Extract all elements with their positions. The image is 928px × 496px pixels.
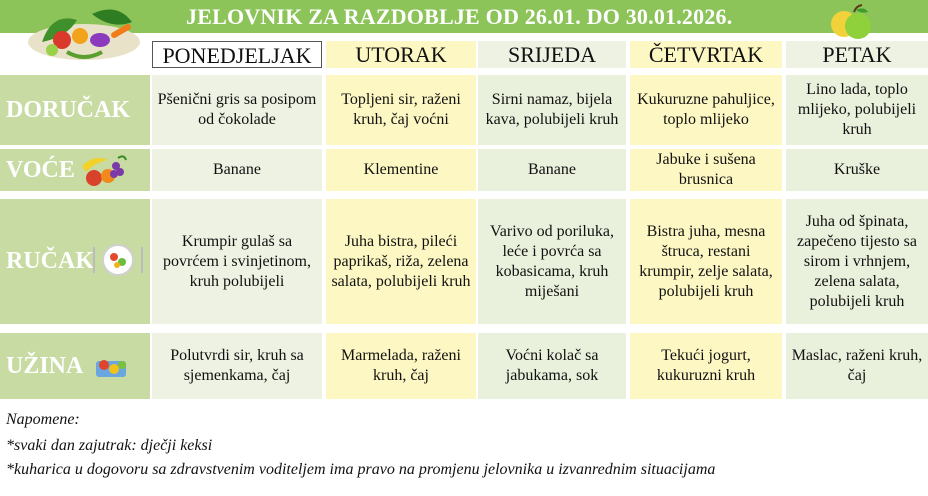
menu-cell: Voćni kolač sa jabukama, sok [478, 333, 626, 399]
row-label-text: DORUČAK [6, 97, 130, 123]
notes-heading: Napomene: [6, 411, 80, 428]
notes-line: *svaki dan zajutrak: dječji keksi [6, 437, 213, 454]
day-header-wednesday: SRIJEDA [478, 41, 626, 68]
row-label-breakfast [0, 75, 150, 145]
notes-line: *kuharica u dogovoru sa zdravstvenim voditeljem ima pravo na promjenu jelovnika u izvanrednim situacijama [6, 461, 716, 478]
menu-cell: Juha od špinata, zapečeno tijesto sa sirom i vrhnjem, zelena salata, polubijeli kruh [786, 199, 928, 324]
menu-cell: Lino lada, toplo mlijeko, polubijeli kruh [786, 75, 928, 145]
snack-icon [92, 353, 132, 383]
vegetables-icon [22, 2, 146, 68]
row-label-text: RUČAK [6, 248, 94, 274]
menu-cell: Marmelada, raženi kruh, čaj [326, 333, 476, 399]
menu-cell: Bistra juha, mesna štruca, restani krumpir, zelje salata, polubijeli kruh [630, 199, 782, 324]
menu-cell: Juha bistra, pileći paprikaš, riža, zelena salata, polubijeli kruh [326, 199, 476, 324]
plate-icon [90, 243, 146, 277]
menu-cell: Tekući jogurt, kukuruzni kruh [630, 333, 782, 399]
menu-cell: Sirni namaz, bijela kava, polubijeli kruh [478, 75, 626, 145]
menu-cell: Varivo od poriluka, leće i povrća sa kobasicama, kruh miješani [478, 199, 626, 324]
menu-cell: Pšenični gris sa posipom od čokolade [152, 75, 322, 145]
fruit-icon [78, 152, 128, 188]
menu-cell: Banane [152, 149, 322, 191]
day-header-monday: PONEDJELJAK [152, 41, 322, 68]
menu-cell: Kruške [786, 149, 928, 191]
menu-cell: Banane [478, 149, 626, 191]
menu-cell: Topljeni sir, raženi kruh, čaj voćni [326, 75, 476, 145]
row-label-text: UŽINA [6, 353, 84, 379]
row-label-lunch [0, 199, 150, 324]
apple-icon [826, 2, 876, 42]
menu-cell: Maslac, raženi kruh, čaj [786, 333, 928, 399]
row-label-text: VOĆE [6, 157, 75, 183]
day-header-thursday: ČETVRTAK [630, 41, 782, 68]
day-header-tuesday: UTORAK [326, 41, 476, 68]
day-header-friday: PETAK [786, 41, 928, 68]
menu-cell: Klementine [326, 149, 476, 191]
menu-cell: Kukuruzne pahuljice, toplo mlijeko [630, 75, 782, 145]
page-title: JELOVNIK ZA RAZDOBLJE OD 26.01. DO 30.01.2026. [186, 4, 733, 29]
row-label-fruit [0, 149, 150, 191]
menu-cell: Jabuke i sušena brusnica [630, 149, 782, 191]
row-label-snack [0, 333, 150, 399]
menu-cell: Krumpir gulaš sa povrćem i svinjetinom, kruh polubijeli [152, 199, 322, 324]
menu-cell: Polutvrdi sir, kruh sa sjemenkama, čaj [152, 333, 322, 399]
